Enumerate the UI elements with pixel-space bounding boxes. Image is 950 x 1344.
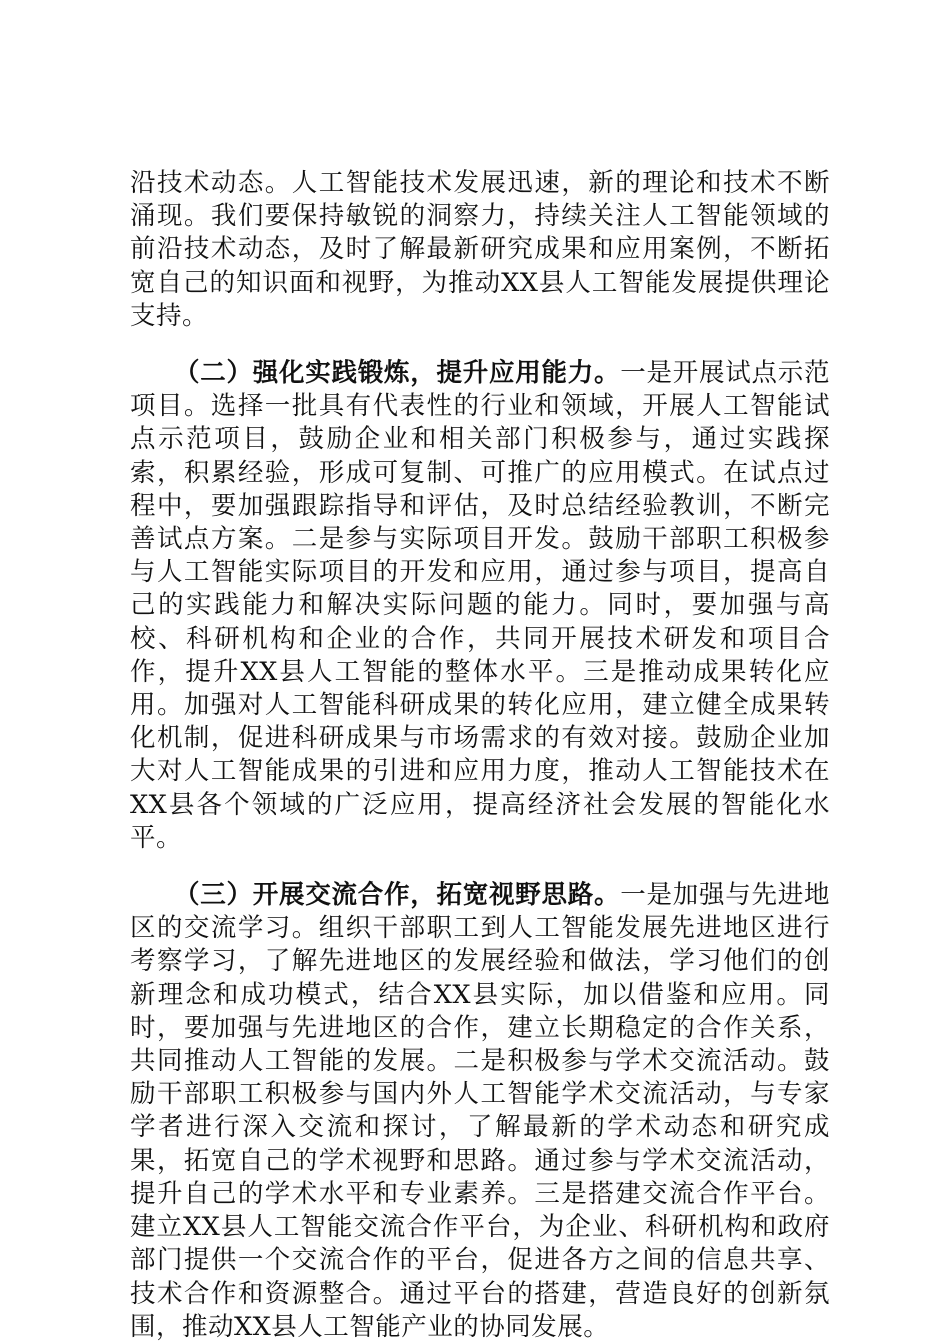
paragraph-text: 一是加强与先进地区的交流学习。组织干部职工到人工智能发展先进地区进行考察学习，了解先进地区的发展经验和做法，学习他们的创新理念和成功模式，结合XX县实际，加以借鉴和应用。同时，要加强与先进地区的合作，建立长期稳定的合作关系，共同推动人工智能的发展。二是积极参与学术交流活动。鼓励干部职工积极参与国内外人工智能学术交流活动，与专家学者进行深入交流和探讨，了解最新的学术动态和研究成果，拓宽自己的学术视野和思路。通过参与学术交流活动，提升自己的学术水平和专业素养。三是搭建交流合作平台。建立XX县人工智能交流合作平台，为企业、科研机构和政府部门提供一个交流合作的平台，促进各方之间的信息共享、技术合作和资源整合。通过平台的搭建，营造良好的创新氛围，推动XX县人工智能产业的协同发展。 [130,880,830,1342]
section-heading: （二）强化实践锻炼，提升应用能力。 [174,358,621,389]
paragraph-gap [130,855,830,879]
paragraph-text: 一是开展试点示范项目。选择一批具有代表性的行业和领域，开展人工智能试点示范项目，鼓励企业和相关部门积极参与，通过实践探索，积累经验，形成可复制、可推广的应用模式。在试点过程中，要加强跟踪指导和评估，及时总结经验教训，不断完善试点方案。二是参与实际项目开发。鼓励干部职工积极参与人工智能实际项目的开发和应用，通过参与项目，提高自己的实践能力和解决实际问题的能力。同时，要加强与高校、科研机构和企业的合作，共同开展技术研发和项目合作，提升XX县人工智能的整体水平。三是推动成果转化应用。加强对人工智能科研成果的转化应用，建立健全成果转化机制，促进科研成果与市场需求的有效对接。鼓励企业加大对人工智能成果的引进和应用力度，推动人工智能技术在XX县各个领域的广泛应用，提高经济社会发展的智能化水平。 [130,358,830,853]
paragraph-exchange [130,879,830,1344]
paragraph-text: 沿技术动态。人工智能技术发展迅速，新的理论和技术不断涌现。我们要保持敏锐的洞察力，持续关注人工智能领域的前沿技术动态，及时了解最新研究成果和应用案例，不断拓宽自己的知识面和视野，为推动XX县人工智能发展提供理论支持。 [130,168,830,331]
section-heading: （三）开展交流合作，拓宽视野思路。 [174,880,621,911]
document-body [130,167,830,1344]
paragraph-gap [130,333,830,357]
paragraph-continuation [130,167,830,333]
paragraph-practice [130,357,830,855]
